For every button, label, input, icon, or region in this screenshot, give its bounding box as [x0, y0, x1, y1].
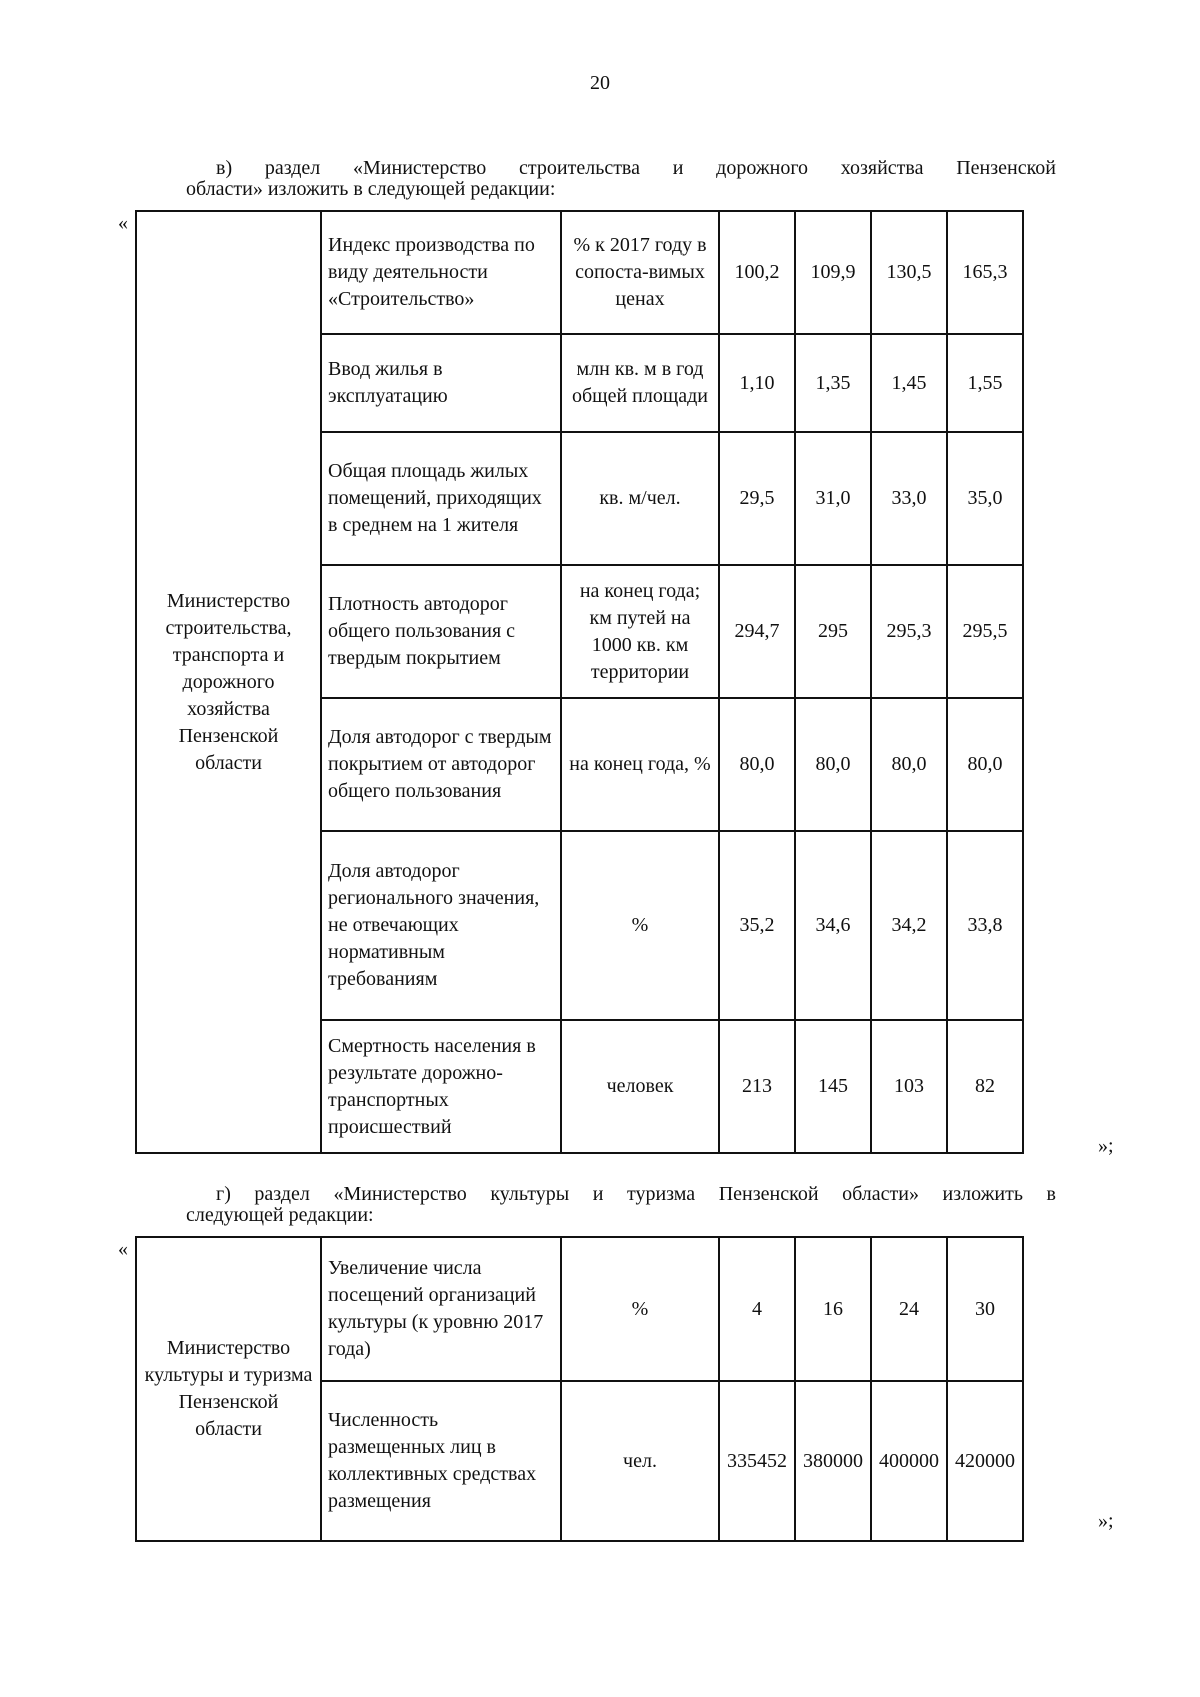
value-cell: 109,9	[795, 211, 871, 334]
value-cell: 24	[871, 1237, 947, 1381]
indicator-cell: Общая площадь жилых помещений, приходящих в среднем на 1 жителя	[321, 432, 561, 565]
value-cell: 31,0	[795, 432, 871, 565]
ministry-cell: Министерство культуры и туризма Пензенской области	[136, 1237, 321, 1541]
indicator-cell: Смертность населения в результате дорожно-транспортных происшествий	[321, 1020, 561, 1153]
value-cell: 35,0	[947, 432, 1023, 565]
value-cell: 1,45	[871, 334, 947, 432]
unit-cell: %	[561, 1237, 719, 1381]
value-cell: 33,8	[947, 831, 1023, 1020]
value-cell: 165,3	[947, 211, 1023, 334]
value-cell: 295,3	[871, 565, 947, 698]
unit-cell: %	[561, 831, 719, 1020]
value-cell: 80,0	[947, 698, 1023, 831]
section-g-intro	[186, 1181, 1056, 1229]
page-number: 20	[590, 72, 610, 94]
value-cell: 213	[719, 1020, 795, 1153]
value-cell: 400000	[871, 1381, 947, 1541]
indicator-cell: Увеличение числа посещений организаций культуры (к уровню 2017 года)	[321, 1237, 561, 1381]
value-cell: 16	[795, 1237, 871, 1381]
value-cell: 295	[795, 565, 871, 698]
indicator-cell: Ввод жилья в эксплуатацию	[321, 334, 561, 432]
value-cell: 420000	[947, 1381, 1023, 1541]
section-g-table	[135, 1236, 1024, 1542]
value-cell: 80,0	[795, 698, 871, 831]
section-g-quote-open: «	[118, 1238, 128, 1260]
value-cell: 1,55	[947, 334, 1023, 432]
unit-cell: чел.	[561, 1381, 719, 1541]
value-cell: 103	[871, 1020, 947, 1153]
indicator-cell: Доля автодорог с твердым покрытием от автодорог общего пользования	[321, 698, 561, 831]
value-cell: 33,0	[871, 432, 947, 565]
table-row	[136, 211, 1023, 334]
value-cell: 80,0	[719, 698, 795, 831]
value-cell: 130,5	[871, 211, 947, 334]
value-cell: 1,10	[719, 334, 795, 432]
section-v-table	[135, 210, 1024, 1154]
unit-cell: человек	[561, 1020, 719, 1153]
indicator-cell: Численность размещенных лиц в коллективных средствах размещения	[321, 1381, 561, 1541]
section-v-intro	[186, 155, 1056, 203]
unit-cell: на конец года, %	[561, 698, 719, 831]
value-cell: 294,7	[719, 565, 795, 698]
value-cell: 380000	[795, 1381, 871, 1541]
value-cell: 34,2	[871, 831, 947, 1020]
unit-cell: кв. м/чел.	[561, 432, 719, 565]
unit-cell: на конец года; км путей на 1000 кв. км территории	[561, 565, 719, 698]
value-cell: 4	[719, 1237, 795, 1381]
value-cell: 100,2	[719, 211, 795, 334]
value-cell: 80,0	[871, 698, 947, 831]
value-cell: 335452	[719, 1381, 795, 1541]
section-g-intro-line1: г) раздел «Министерство культуры и туризма Пензенской области» изложить в	[216, 1183, 1056, 1205]
value-cell: 35,2	[719, 831, 795, 1020]
value-cell: 30	[947, 1237, 1023, 1381]
section-v-quote-open: «	[118, 212, 128, 234]
indicator-cell: Плотность автодорог общего пользования с твердым покрытием	[321, 565, 561, 698]
indicator-cell: Доля автодорог регионального значения, не отвечающих нормативным требованиям	[321, 831, 561, 1020]
ministry-cell: Министерство строительства, транспорта и дорожного хозяйства Пензенской области	[136, 211, 321, 1153]
value-cell: 295,5	[947, 565, 1023, 698]
section-v-quote-close: »;	[1098, 1135, 1114, 1157]
section-g-quote-close: »;	[1098, 1510, 1114, 1532]
value-cell: 145	[795, 1020, 871, 1153]
value-cell: 34,6	[795, 831, 871, 1020]
section-v-intro-line2: области» изложить в следующей редакции:	[186, 178, 556, 200]
section-v-intro-line1: в) раздел «Министерство строительства и дорожного хозяйства Пензенской	[216, 157, 1056, 179]
value-cell: 1,35	[795, 334, 871, 432]
value-cell: 29,5	[719, 432, 795, 565]
unit-cell: млн кв. м в год общей площади	[561, 334, 719, 432]
value-cell: 82	[947, 1020, 1023, 1153]
section-g-intro-line2: следующей редакции:	[186, 1204, 374, 1226]
indicator-cell: Индекс производства по виду деятельности «Строительство»	[321, 211, 561, 334]
unit-cell: % к 2017 году в сопоста-вимых ценах	[561, 211, 719, 334]
table-row	[136, 1237, 1023, 1381]
